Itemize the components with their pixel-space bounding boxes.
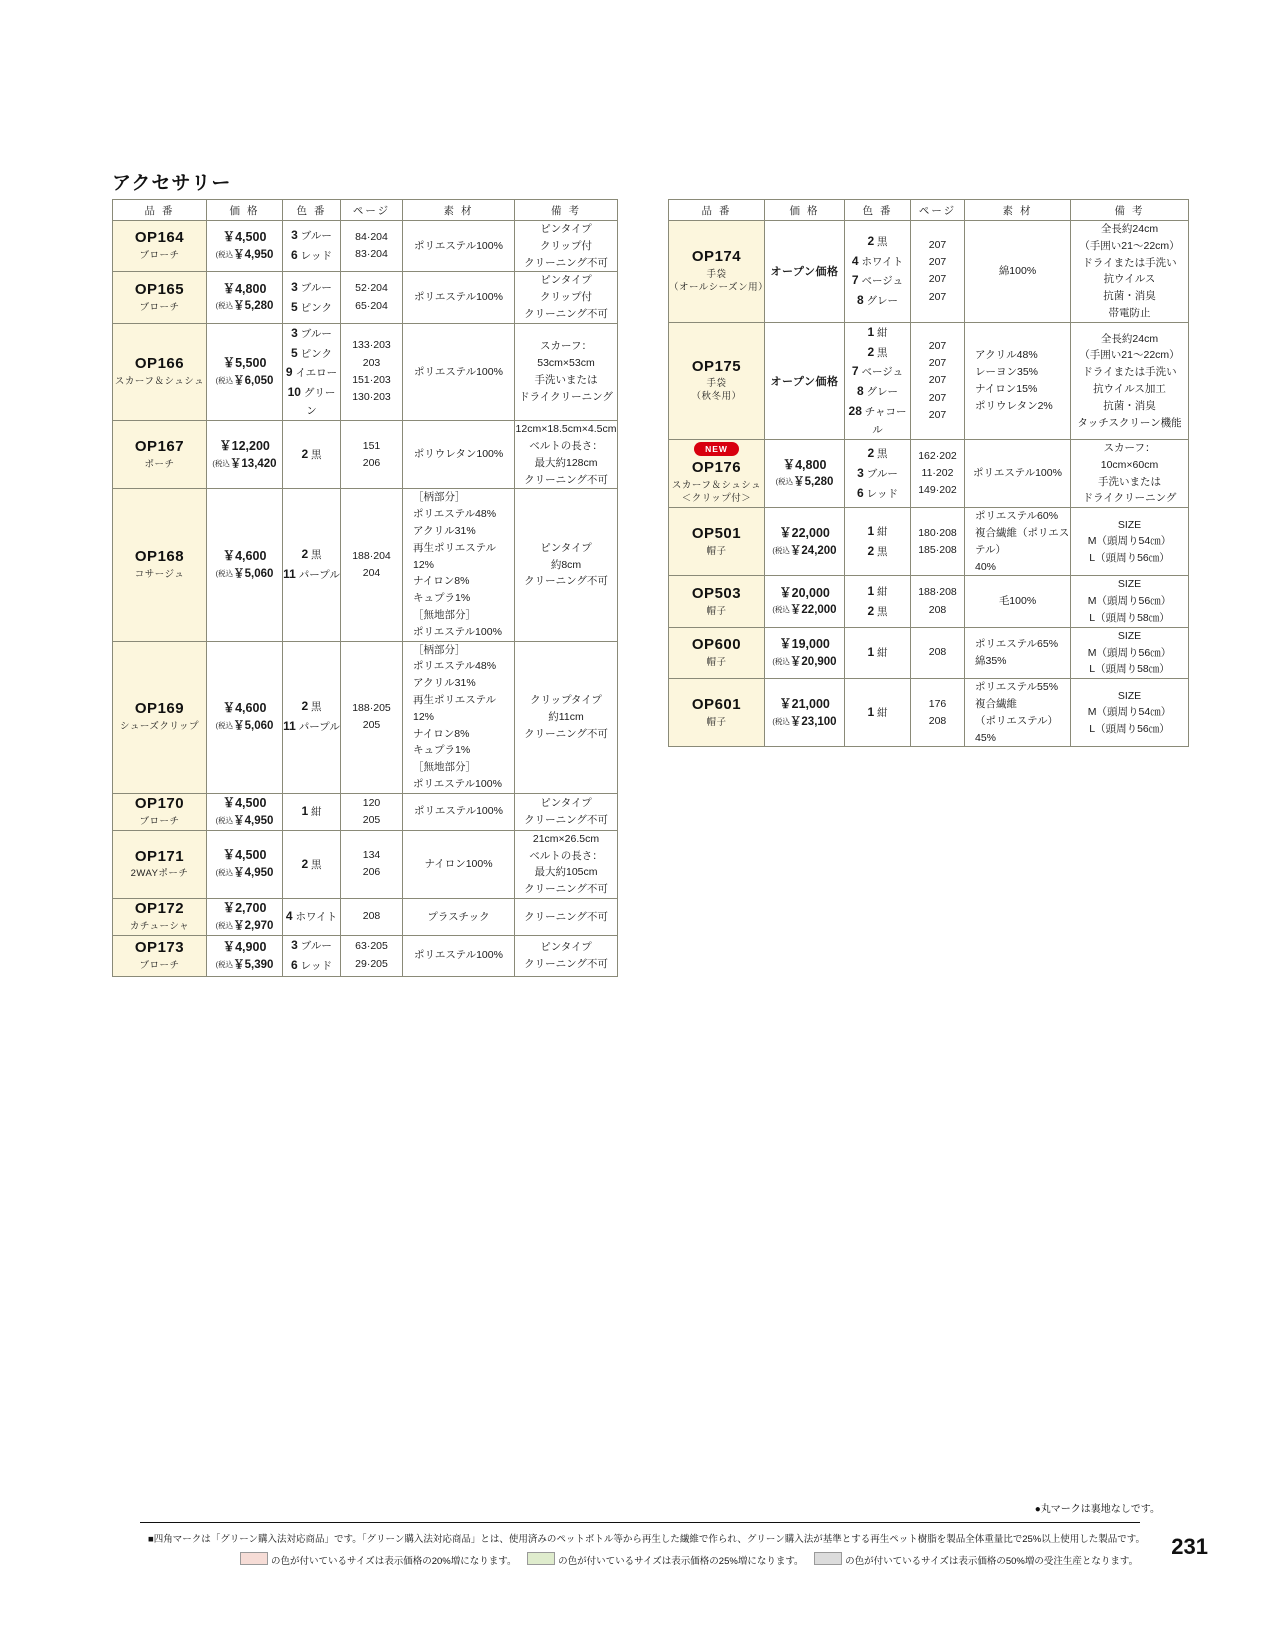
product-code: OP166 スカーフ＆シュシュ (114, 355, 205, 387)
material-cell: 綿100% (965, 221, 1071, 323)
table-row (669, 576, 1189, 627)
material-cell: ポリエステル100% (403, 221, 515, 272)
page-ref-cell: 63·205 29·205 (341, 936, 403, 977)
product-name: スカーフ＆シュシュ (114, 376, 205, 387)
page-ref-cell: 180·208 185·208 (911, 508, 965, 576)
table-row (669, 440, 1189, 508)
price-with-tax: (税込￥20,900 (772, 655, 837, 668)
material-cell: ポリウレタン100% (403, 421, 515, 489)
remark-cell: SIZE M（頭周り54㎝） L（頭周り56㎝） (1071, 508, 1189, 576)
product-code-cell (113, 421, 207, 489)
price-with-tax: (税込￥5,390 (215, 958, 274, 971)
color-cell: 3 ブルー 5 ピンク (283, 272, 341, 323)
th-remark: 備 考 (1071, 200, 1189, 221)
remark-cell: 12cm×18.5cm×4.5cm ベルトの長さ： 最大約128cm クリーニング不可 (515, 421, 618, 489)
remark-cell: SIZE M（頭周り56㎝） L（頭周り58㎝） (1071, 576, 1189, 627)
material-cell: ポリエステル100% (403, 936, 515, 977)
product-name: 2WAYポーチ (130, 868, 189, 880)
price-cell (207, 830, 283, 898)
price: ￥4,800 (税込￥5,280 (207, 280, 282, 316)
color-cell: 1 紺 2 黒 7 ベージュ 8 グレー 28 チャコール (845, 322, 911, 439)
th-page: ページ (341, 200, 403, 221)
table-row (669, 679, 1189, 747)
table-row (113, 830, 618, 898)
price-cell (765, 221, 845, 323)
price-with-tax: (税込￥2,970 (215, 919, 274, 932)
remark-cell: ピンタイプ クリーニング不可 (515, 793, 618, 830)
remark-cell: 21cm×26.5cm ベルトの長さ： 最大約105cm クリーニング不可 (515, 830, 618, 898)
product-name: カチューシャ (129, 920, 190, 932)
material-cell: ポリエステル100% (403, 793, 515, 830)
page-ref-cell: 151 206 (341, 421, 403, 489)
price-with-tax: (税込￥4,950 (215, 867, 274, 880)
color-cell: 2 黒 (283, 421, 341, 489)
product-code-cell (113, 936, 207, 977)
page-ref-cell: 188·208 208 (911, 576, 965, 627)
th-color: 色 番 (845, 200, 911, 221)
color-cell: 1 紺 2 黒 (845, 576, 911, 627)
price-with-tax: (税込￥4,950 (215, 248, 274, 261)
open-price: オープン価格 (770, 375, 839, 388)
th-remark: 備 考 (515, 200, 618, 221)
th-material: 素 材 (965, 200, 1071, 221)
price: ￥12,200 (税込￥13,420 (207, 437, 282, 473)
accessory-table-right (668, 199, 1189, 747)
th-price: 価 格 (765, 200, 845, 221)
product-name: 手袋 （秋冬用） (691, 378, 742, 403)
color-cell: 1 紺 2 黒 (845, 508, 911, 576)
product-code: OP164 ブローチ (113, 229, 206, 263)
price: ￥20,000 (税込￥22,000 (765, 584, 844, 620)
product-code-cell (113, 272, 207, 323)
remark-cell: ピンタイプ クリップ付 クリーニング不可 (515, 272, 618, 323)
product-code-cell (113, 899, 207, 936)
page-ref-cell: 84·204 83·204 (341, 221, 403, 272)
table-row (669, 221, 1189, 323)
price: ￥2,700 (税込￥2,970 (207, 899, 282, 935)
product-code: OP600 帽子 (669, 636, 764, 670)
product-name: スカーフ＆シュシュ ＜クリップ付＞ (671, 479, 762, 504)
page-ref-cell: 52·204 65·204 (341, 272, 403, 323)
open-price: オープン価格 (770, 266, 839, 279)
color-cell: 2 黒 11 パープル (283, 489, 341, 641)
product-code: OP501 帽子 (669, 525, 764, 559)
remark-cell: クリーニング不可 (515, 899, 618, 936)
price-with-tax: (税込￥5,060 (215, 567, 274, 580)
price-with-tax: (税込￥4,950 (215, 814, 274, 827)
product-code: OP167 ポーチ (113, 438, 206, 472)
th-material: 素 材 (403, 200, 515, 221)
material-cell: 毛100% (965, 576, 1071, 627)
price: ￥4,600 (税込￥5,060 (207, 699, 282, 735)
product-code: OP172 カチューシャ (113, 900, 206, 934)
material-cell: ポリエステル100% (965, 440, 1071, 508)
remark-cell: ピンタイプ クリップ付 クリーニング不可 (515, 221, 618, 272)
price: ￥5,500 (税込￥6,050 (207, 354, 282, 390)
price: ￥4,500 (税込￥4,950 (207, 228, 282, 264)
product-code: OP173 ブローチ (113, 939, 206, 973)
price-cell (765, 440, 845, 508)
remark-cell: SIZE M（頭周り56㎝） L（頭周り58㎝） (1071, 627, 1189, 678)
material-cell: ポリエステル60% 複合繊維（ポリエステル） 40% (965, 508, 1071, 576)
page-number: 231 (1171, 1534, 1208, 1559)
product-code-cell (113, 641, 207, 793)
product-name: 帽子 (706, 605, 727, 617)
price-with-tax: (税込￥5,280 (775, 476, 834, 489)
product-code: OP171 2WAYポーチ (113, 848, 206, 882)
th-code: 品 番 (113, 200, 207, 221)
product-code-cell (113, 221, 207, 272)
page-ref-cell: 176 208 (911, 679, 965, 747)
th-price: 価 格 (207, 200, 283, 221)
page-ref-cell: 120 205 (341, 793, 403, 830)
product-name: ブローチ (139, 250, 180, 262)
legend-text-25: の色が付いているサイズは表示価格の25%増になります。 (558, 1556, 804, 1567)
color-cell: 2 黒 3 ブルー 6 レッド (845, 440, 911, 508)
price-cell (207, 641, 283, 793)
table-row (113, 421, 618, 489)
material-cell: ポリエステル55% 複合繊維 （ポリエステル）45% (965, 679, 1071, 747)
material-cell: ［柄部分］ ポリエステル48% アクリル31% 再生ポリエステル12% ナイロン8% キュプラ1% ［無地部分］ ポリエステル100% (403, 641, 515, 793)
page-title: アクセサリー (112, 173, 232, 194)
product-name: ブローチ (139, 301, 180, 313)
product-code: OP165 ブローチ (113, 281, 206, 315)
material-cell: プラスチック (403, 899, 515, 936)
color-cell: 2 黒 (283, 830, 341, 898)
price-with-tax: (税込￥22,000 (772, 604, 837, 617)
new-badge: NEW (694, 442, 739, 456)
product-name: ポーチ (144, 458, 175, 470)
product-code-cell (669, 440, 765, 508)
page-ref-cell: 188·205 205 (341, 641, 403, 793)
price-cell (207, 936, 283, 977)
product-code: OP168 コサージュ (113, 548, 206, 582)
price-with-tax: (税込￥23,100 (772, 715, 837, 728)
table-row (113, 936, 618, 977)
page-ref-cell: 133·203 203 151·203 130·203 (341, 323, 403, 421)
color-cell: 3 ブルー 6 レッド (283, 936, 341, 977)
table-header-row (669, 200, 1189, 221)
color-cell: 3 ブルー 6 レッド (283, 221, 341, 272)
product-code-cell (669, 679, 765, 747)
price-cell (765, 576, 845, 627)
price-cell (207, 899, 283, 936)
product-name: 手袋 （オールシーズン用） (669, 268, 769, 293)
product-code-cell (113, 830, 207, 898)
price-with-tax: (税込￥5,060 (215, 719, 274, 732)
product-code-cell (669, 627, 765, 678)
legend-swatch-pink (240, 1552, 268, 1565)
product-code: OP601 帽子 (669, 696, 764, 730)
product-code-cell (113, 323, 207, 421)
color-cell: 1 紺 (845, 627, 911, 678)
material-cell: ポリエステル100% (403, 272, 515, 323)
price-cell (207, 421, 283, 489)
remark-cell: クリップタイプ 約11cm クリーニング不可 (515, 641, 618, 793)
product-name: シューズクリップ (120, 721, 199, 733)
product-name: 帽子 (706, 545, 727, 557)
price-with-tax: (税込￥13,420 (212, 457, 277, 470)
product-code-cell (113, 793, 207, 830)
remark-cell: スカーフ： 53cm×53cm 手洗いまたは ドライクリーニング (515, 323, 618, 421)
color-cell: 1 紺 (283, 793, 341, 830)
table-header-row (113, 200, 618, 221)
color-cell: 3 ブルー 5 ピンク 9 イエロー 10 グリーン (283, 323, 341, 421)
th-code: 品 番 (669, 200, 765, 221)
legend-swatch-green (527, 1552, 555, 1565)
price: ￥4,500 (税込￥4,950 (207, 846, 282, 882)
table-row (113, 489, 618, 641)
price: ￥21,000 (税込￥23,100 (765, 695, 844, 731)
material-cell: アクリル48% レーヨン35% ナイロン15% ポリウレタン2% (965, 322, 1071, 439)
footnote-round-mark: ●丸マークは裏地なしです。 (1034, 1504, 1160, 1515)
remark-cell: ピンタイプ 約8cm クリーニング不可 (515, 489, 618, 641)
price-cell (765, 322, 845, 439)
material-cell: ［柄部分］ ポリエステル48% アクリル31% 再生ポリエステル12% ナイロン8% キュプラ1% ［無地部分］ ポリエステル100% (403, 489, 515, 641)
material-cell: ナイロン100% (403, 830, 515, 898)
color-cell: 1 紺 (845, 679, 911, 747)
th-page: ページ (911, 200, 965, 221)
table-row (113, 793, 618, 830)
legend-swatch-gray (814, 1552, 842, 1565)
price: ￥4,500 (税込￥4,950 (207, 794, 282, 830)
footnote-divider (140, 1522, 1140, 1523)
page-ref-cell: 208 (911, 627, 965, 678)
product-code-cell (669, 221, 769, 323)
product-code: OP174 手袋 （オールシーズン用） (669, 248, 769, 293)
table-row (669, 627, 1189, 678)
remark-cell: SIZE M（頭周り54㎝） L（頭周り56㎝） (1071, 679, 1189, 747)
legend-text-20: の色が付いているサイズは表示価格の20%増になります。 (271, 1556, 517, 1567)
price-cell (207, 489, 283, 641)
product-code: OP169 シューズクリップ (113, 700, 206, 734)
product-name: ブローチ (139, 959, 180, 971)
price: ￥19,000 (税込￥20,900 (765, 635, 844, 671)
product-name: 帽子 (706, 657, 727, 668)
page-ref-cell: 162·202 11·202 149·202 (911, 440, 965, 508)
material-cell: ポリエステル65% 綿35% (965, 627, 1071, 678)
th-color: 色 番 (283, 200, 341, 221)
product-code: OP175 手袋 （秋冬用） (669, 358, 764, 404)
footnote-main: ■四角マークは「グリーン購入法対応商品」です。「グリーン購入法対応商品」とは、使用済みのペットボトル等から再生した繊維で作られ、グリーン購入法が基準とする再生ペット樹脂を製品全体重量比で25%以上使用した製品です。 (148, 1534, 1145, 1545)
product-code-cell (669, 576, 765, 627)
product-code: OP503 帽子 (669, 585, 764, 619)
price: ￥4,800 (税込￥5,280 (765, 456, 844, 492)
product-code-cell (113, 489, 207, 641)
remark-cell: 全長約24cm （手囲い21～22cm） ドライまたは手洗い 抗ウイルス加工 抗菌・消臭 タッチスクリーン機能 (1071, 322, 1189, 439)
price-cell (207, 221, 283, 272)
page-ref-cell: 207 207 207 207 (911, 221, 965, 323)
product-name: ブローチ (139, 815, 180, 827)
price-cell (207, 793, 283, 830)
page-ref-cell: 188·204 204 (341, 489, 403, 641)
color-cell: 4 ホワイト (283, 899, 341, 936)
price-cell (207, 272, 283, 323)
price-cell (207, 323, 283, 421)
price-cell (765, 679, 845, 747)
legend-text-50: の色が付いているサイズは表示価格の50%増の受注生産となります。 (845, 1556, 1139, 1567)
product-code-cell (669, 508, 765, 576)
table-row (113, 221, 618, 272)
product-code-cell (669, 322, 765, 439)
table-row (669, 508, 1189, 576)
product-name: コサージュ (134, 569, 185, 581)
color-cell: 2 黒 4 ホワイト 7 ベージュ 8 グレー (845, 221, 911, 323)
price-with-tax: (税込￥5,280 (215, 300, 274, 313)
table-row (669, 322, 1189, 439)
price-with-tax: (税込￥6,050 (215, 374, 274, 387)
price-cell (765, 627, 845, 678)
footnote-legend (240, 1552, 1160, 1570)
product-name: 帽子 (706, 716, 727, 728)
price-with-tax: (税込￥24,200 (772, 544, 837, 557)
price: ￥22,000 (税込￥24,200 (765, 524, 844, 560)
remark-cell: 全長約24cm （手囲い21～22cm） ドライまたは手洗い 抗ウイルス 抗菌・消臭 帯電防止 (1071, 221, 1189, 323)
table-row (113, 272, 618, 323)
remark-cell: ピンタイプ クリーニング不可 (515, 936, 618, 977)
table-row (113, 899, 618, 936)
table-row (113, 641, 618, 793)
price-cell (765, 508, 845, 576)
product-code: OP170 ブローチ (113, 795, 206, 829)
price: ￥4,600 (税込￥5,060 (207, 547, 282, 583)
product-code: OP176 スカーフ＆シュシュ ＜クリップ付＞ (669, 459, 764, 505)
material-cell: ポリエステル100% (403, 323, 515, 421)
table-row (113, 323, 618, 421)
page-ref-cell: 207 207 207 207 207 (911, 322, 965, 439)
remark-cell: スカーフ： 10cm×60cm 手洗いまたは ドライクリーニング (1071, 440, 1189, 508)
accessory-table-left (112, 199, 618, 977)
color-cell: 2 黒 11 パープル (283, 641, 341, 793)
page-ref-cell: 134 206 (341, 830, 403, 898)
page-ref-cell: 208 (341, 899, 403, 936)
price: ￥4,900 (税込￥5,390 (207, 938, 282, 974)
